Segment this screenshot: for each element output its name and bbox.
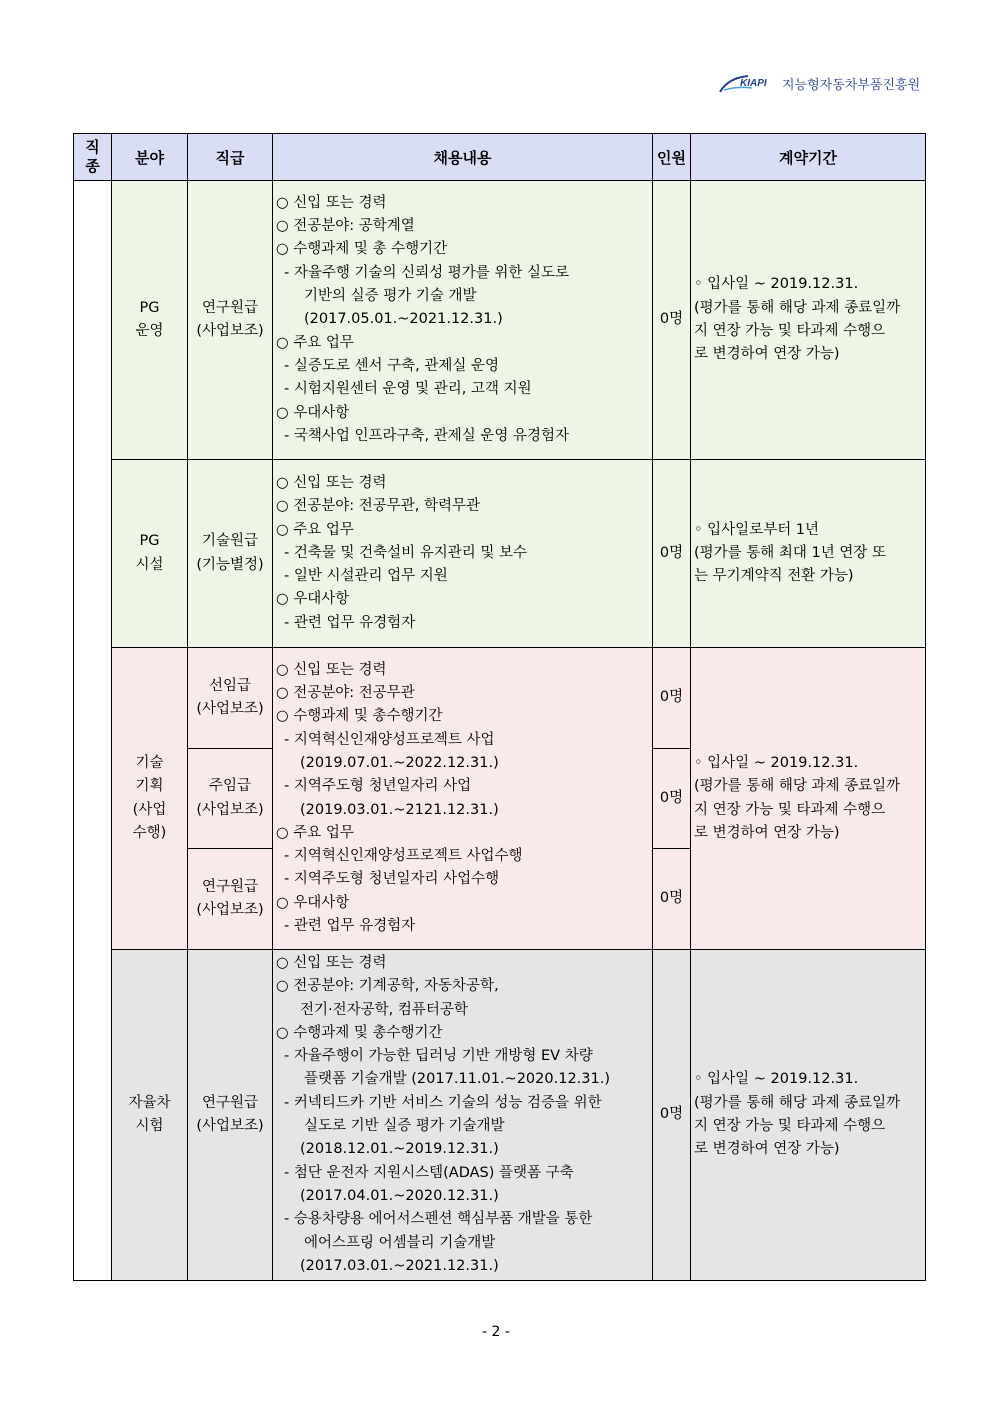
field-pg-operation: PG 운영 <box>112 181 188 460</box>
count-pg-operation: 0명 <box>653 181 691 460</box>
header-type: 직 종 <box>74 134 112 181</box>
grade-planning-junior: 주임급 (사업보조) <box>188 749 273 849</box>
content-pg-operation: ○ 신입 또는 경력 ○ 전공분야: 공학계열 ○ 수행과제 및 총 수행기간 - 자율주행 기술의 신뢰성 평가를 위한 실도로 기반의 실증 평가 기술 개발 (2017.05.01.~2021.12.31.) ○ 주요 업무 - 실증도로 센서 구축, 관제실 운영 - 시험지원센터 운영 및 관리, 고객 지원 ○ 우대사항 - 국책사업 인프라구축, 관제실 운영 유경험자 <box>273 181 653 460</box>
logo-text: KIAPI <box>740 78 767 89</box>
field-pg-facility: PG 시설 <box>112 460 188 648</box>
header-period: 계약기간 <box>691 134 926 181</box>
grade-autonomous-test: 연구원급 (사업보조) <box>188 950 273 1281</box>
period-pg-facility: ◦ 입사일로부터 1년 (평가를 통해 최대 1년 연장 또 는 무기계약직 전환 가능) <box>691 460 926 648</box>
header-grade: 직급 <box>188 134 273 181</box>
header-row <box>74 134 926 181</box>
count-planning-senior: 0명 <box>653 648 691 749</box>
content-pg-facility: ○ 신입 또는 경력 ○ 전공분야: 전공무관, 학력무관 ○ 주요 업무 - 건축물 및 건축설비 유지관리 및 보수 - 일반 시설관리 업무 지원 ○ 우대사항 - 관련 업무 유경험자 <box>273 460 653 648</box>
header-field: 분야 <box>112 134 188 181</box>
type-cell <box>74 181 112 1281</box>
row-pg-operation <box>74 181 926 460</box>
count-pg-facility: 0명 <box>653 460 691 648</box>
row-pg-facility <box>74 460 926 648</box>
field-planning: 기술 기획 (사업 수행) <box>112 648 188 950</box>
count-planning-researcher: 0명 <box>653 849 691 950</box>
header-count: 인원 <box>653 134 691 181</box>
kiapi-logo-icon <box>718 70 780 96</box>
grade-pg-operation: 연구원급 (사업보조) <box>188 181 273 460</box>
count-planning-junior: 0명 <box>653 749 691 849</box>
row-autonomous-test <box>74 950 926 1281</box>
grade-planning-senior: 선임급 (사업보조) <box>188 648 273 749</box>
period-pg-operation: ◦ 입사일 ~ 2019.12.31. (평가를 통해 해당 과제 종료일까 지 연장 가능 및 타과제 수행으 로 변경하여 연장 가능) <box>691 181 926 460</box>
org-logo <box>718 70 928 96</box>
field-autonomous-test: 자율차 시험 <box>112 950 188 1281</box>
org-name: 지능형자동차부품진흥원 <box>782 78 921 93</box>
content-planning: ○ 신입 또는 경력 ○ 전공분야: 전공무관 ○ 수행과제 및 총수행기간 - 지역혁신인재양성프로젝트 사업 (2019.07.01.~2022.12.31.) - 지역주도형 청년일자리 사업 (2019.03.01.~2121.12.31.) ○ 주요 업무 - 지역혁신인재양성프로젝트 사업수행 - 지역주도형 청년일자리 사업수행 ○ 우대사항 - 관련 업무 유경험자 <box>273 648 653 950</box>
count-autonomous-test: 0명 <box>653 950 691 1281</box>
page-number: - 2 - <box>482 1324 510 1340</box>
header-content: 채용내용 <box>273 134 653 181</box>
row-planning-senior <box>74 648 926 749</box>
content-autonomous-test: ○ 신입 또는 경력 ○ 전공분야: 기계공학, 자동차공학, 전기·전자공학, 컴퓨터공학 ○ 수행과제 및 총수행기간 - 자율주행이 가능한 딥러닝 기반 개방형 EV 차량 플랫폼 기술개발 (2017.11.01.~2020.12.31.) - 커넥티드카 기반 서비스 기술의 성능 검증을 위한 실도로 기반 실증 평가 기술개발 (2018.12.01.~2019.12.31.) - 첨단 운전자 지원시스템(ADAS) 플랫폼 구축 (2017.04.01.~2020.12.31.) - 승용차량용 에어서스펜션 핵심부품 개발을 통한 에어스프링 어셈블리 기술개발 (2017.03.01.~2021.12.31.) <box>273 950 653 1281</box>
period-autonomous-test: ◦ 입사일 ~ 2019.12.31. (평가를 통해 해당 과제 종료일까 지 연장 가능 및 타과제 수행으 로 변경하여 연장 가능) <box>691 950 926 1281</box>
recruitment-table <box>73 133 926 1281</box>
grade-planning-researcher: 연구원급 (사업보조) <box>188 849 273 950</box>
grade-pg-facility: 기술원급 (기능별정) <box>188 460 273 648</box>
period-planning: ◦ 입사일 ~ 2019.12.31. (평가를 통해 해당 과제 종료일까 지 연장 가능 및 타과제 수행으 로 변경하여 연장 가능) <box>691 648 926 950</box>
